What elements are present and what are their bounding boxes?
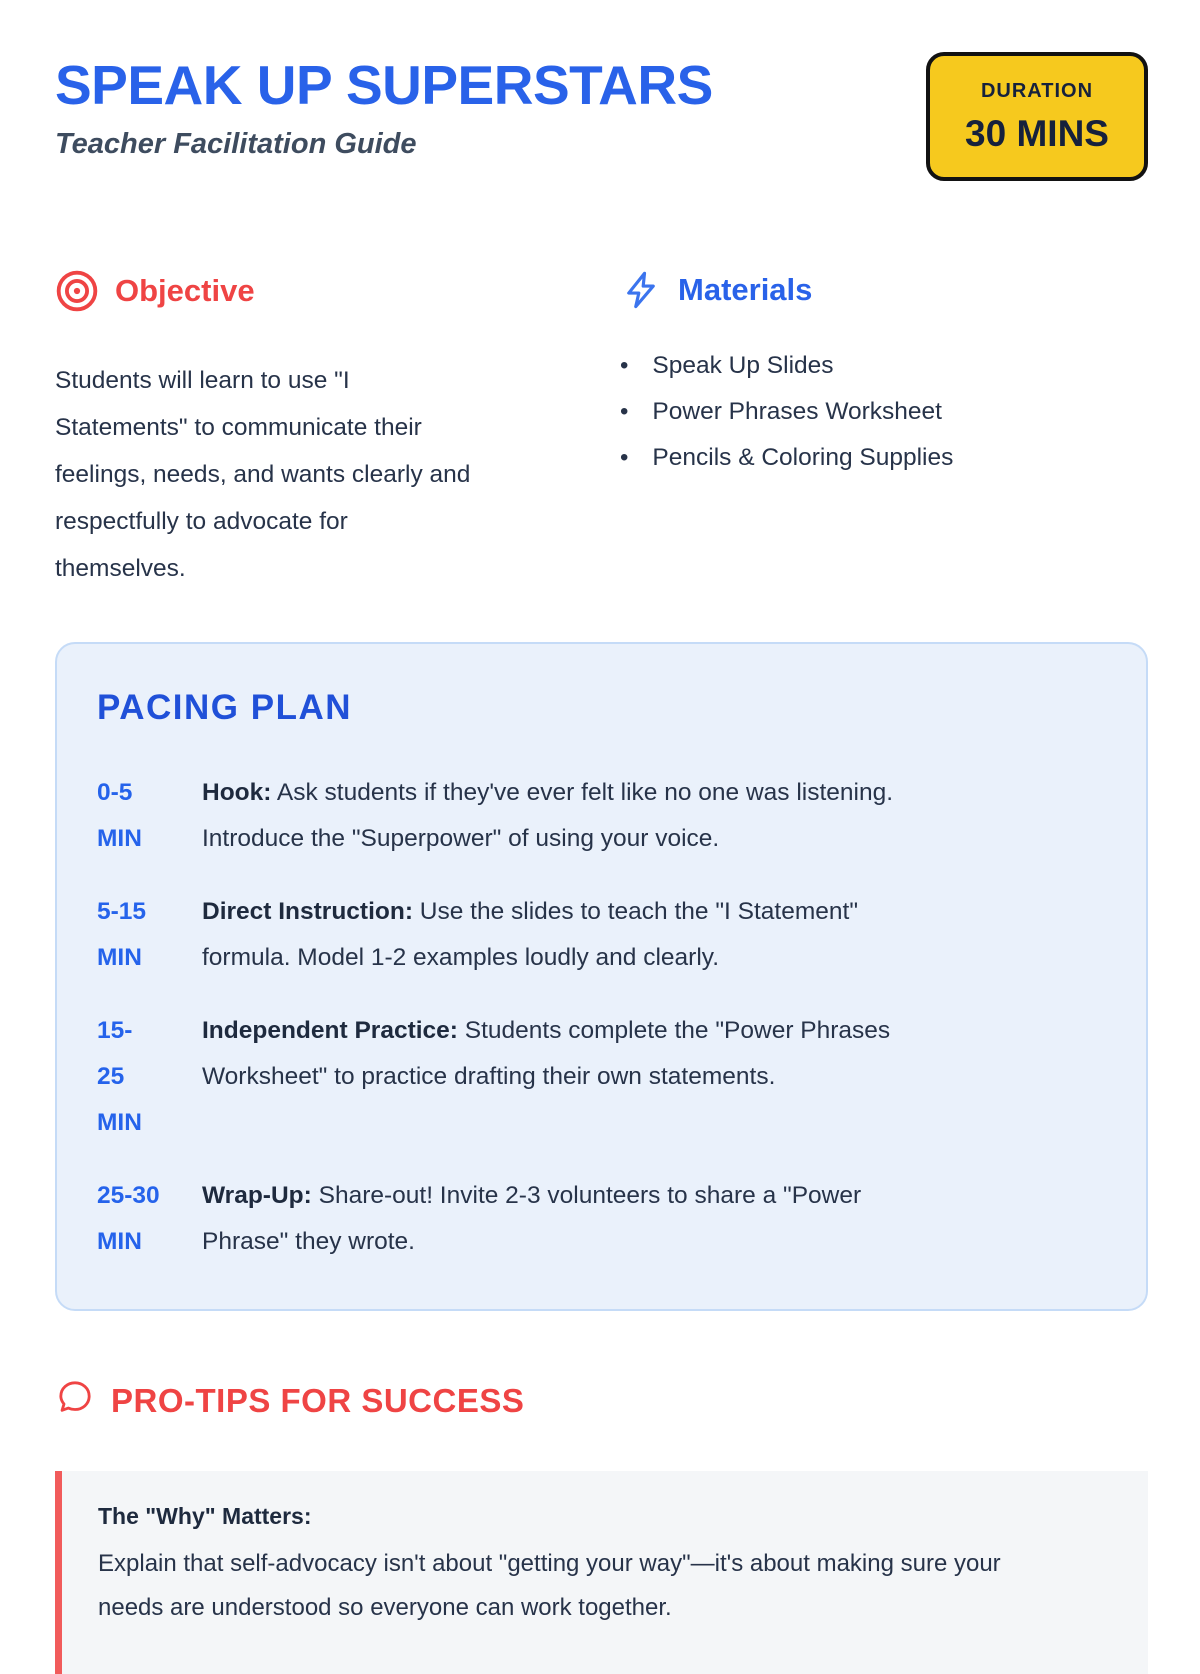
pacing-row (97, 770, 1101, 862)
pacing-row (97, 889, 1101, 981)
header (55, 54, 1148, 181)
pacing-time: 25-30 MIN (97, 1182, 160, 1255)
bullet-icon: • (620, 444, 629, 471)
duration-label: DURATION (980, 80, 1094, 102)
pacing-row (97, 1173, 1101, 1265)
materials-section (620, 269, 1148, 592)
material-label: Speak Up Slides (652, 352, 834, 379)
protips-heading-label: PRO-TIPS FOR SUCCESS (111, 1382, 525, 1419)
duration-value: 30 MINS (965, 113, 1109, 154)
pacing-time: 5-15 MIN (97, 898, 147, 971)
materials-heading-label: Materials (678, 272, 813, 307)
material-item (620, 351, 1148, 381)
duration-badge (926, 52, 1148, 181)
pacing-activity-text: Share-out! Invite 2-3 volunteers to share a "Power Phrase" they wrote. (202, 1182, 862, 1255)
pacing-row (97, 1008, 1101, 1146)
pacing-desc (202, 1008, 1101, 1146)
pacing-desc (202, 889, 1101, 981)
tip-title: The "Why" Matters: (98, 1503, 312, 1529)
pacing-activity-text: Use the slides to teach the "I Statement" formula. Model 1-2 examples loudly and clearly. (202, 898, 859, 971)
target-icon (55, 269, 99, 313)
pacing-rows (97, 770, 1101, 1265)
overview-section (55, 269, 1148, 592)
objective-heading-label: Objective (115, 273, 255, 308)
speech-bubble-icon (55, 1377, 95, 1425)
material-item (620, 443, 1148, 473)
material-label: Pencils & Coloring Supplies (652, 444, 954, 471)
pacing-time: 15- 25 MIN (97, 1017, 142, 1136)
page-title: SPEAK UP SUPERSTARS (55, 54, 713, 116)
materials-list (620, 351, 1148, 473)
protips-section (55, 1377, 1148, 1674)
page-subtitle: Teacher Facilitation Guide (55, 128, 417, 160)
lightning-icon (620, 269, 662, 311)
objective-section (55, 269, 620, 592)
pacing-time: 0-5 MIN (97, 779, 142, 852)
pacing-activity-label: Direct Instruction: (202, 898, 413, 925)
bullet-icon: • (620, 398, 629, 425)
pacing-plan-heading: PACING PLAN (97, 688, 353, 727)
pacing-desc (202, 770, 1101, 862)
pacing-activity-label: Independent Practice: (202, 1017, 458, 1044)
pacing-desc (202, 1173, 1101, 1265)
objective-heading (55, 269, 620, 313)
protips-heading (55, 1377, 1148, 1425)
pacing-activity-label: Wrap-Up: (202, 1182, 312, 1209)
tip-card (55, 1471, 1148, 1674)
bullet-icon: • (620, 352, 629, 379)
pacing-activity-text: Ask students if they've ever felt like no one was listening. Introduce the "Superpower" of using your voice. (202, 779, 894, 852)
header-titles (55, 54, 713, 161)
material-item (620, 397, 1148, 427)
pacing-activity-text: Students complete the "Power Phrases Worksheet" to practice drafting their own statements. (202, 1017, 891, 1090)
objective-body: Students will learn to use "I Statements" to communicate their feelings, needs, and wants clearly and respectfully to advocate for themselves. (55, 367, 471, 582)
materials-heading (620, 269, 1148, 311)
pacing-plan-card (55, 642, 1148, 1311)
material-label: Power Phrases Worksheet (652, 398, 942, 425)
tip-body: Explain that self-advocacy isn't about "getting your way"—it's about making sure your needs are understood so everyone can work together. (98, 1550, 1001, 1621)
pacing-activity-label: Hook: (202, 779, 272, 806)
